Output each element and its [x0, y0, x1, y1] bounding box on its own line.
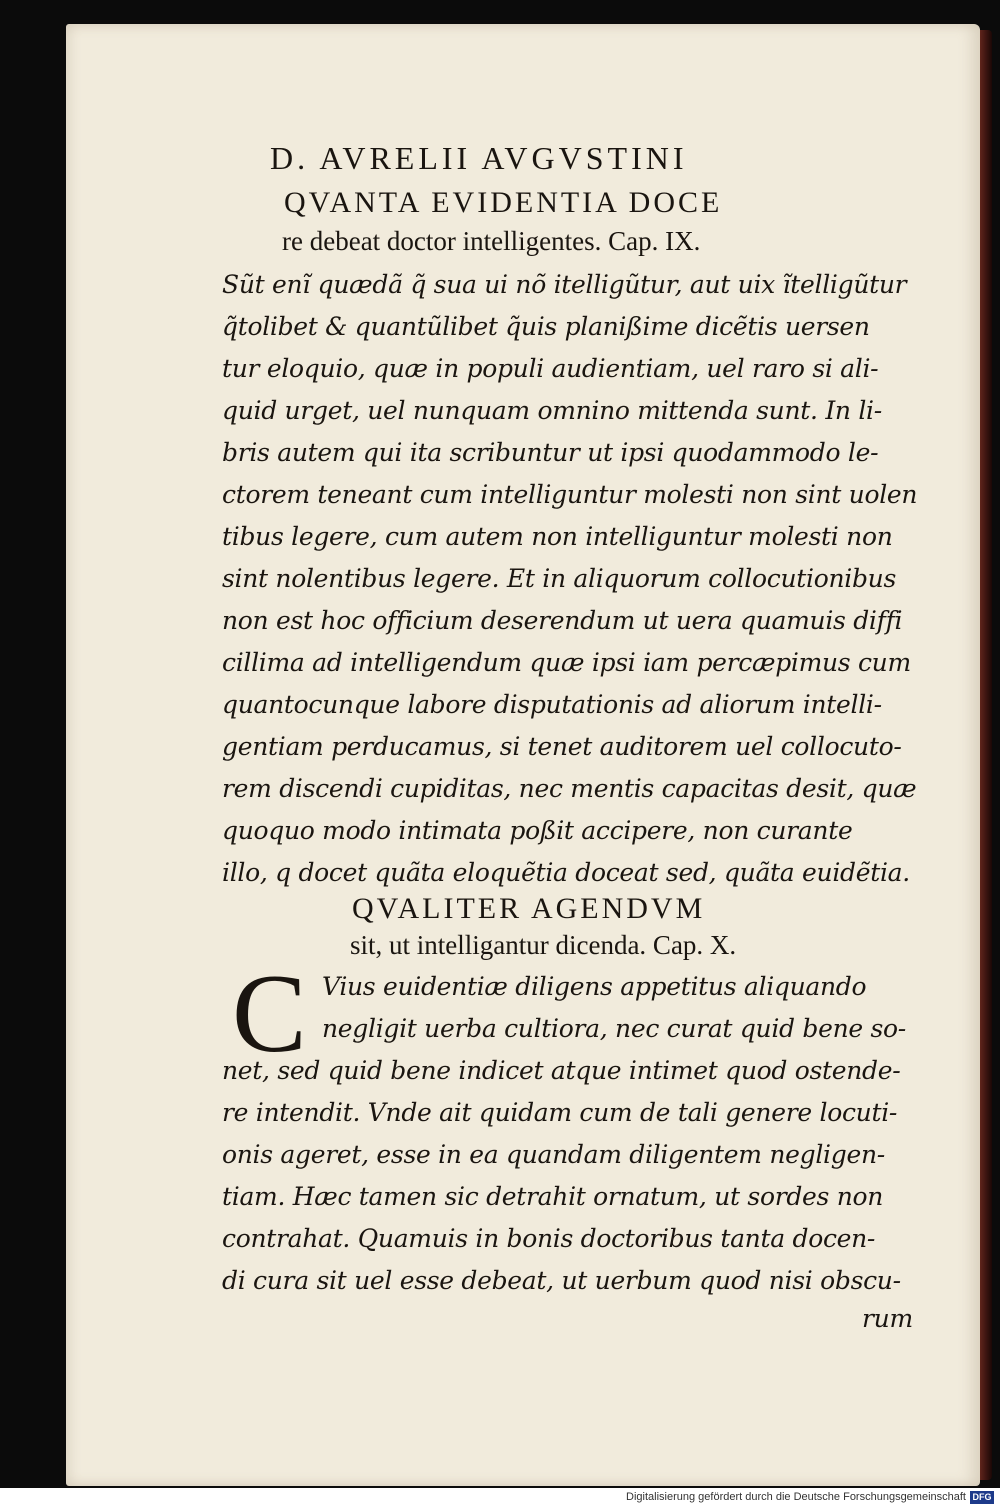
catchword: rum [862, 1304, 913, 1333]
chapter-10-title: QVALITER AGENDVM [352, 892, 706, 925]
book-edge [978, 30, 992, 1480]
text-line: bris autem qui ita scribuntur ut ipsi quodammodo le- [222, 438, 879, 467]
text-line: negligit uerba cultiora, nec curat quid bene so- [322, 1014, 906, 1043]
footer-bar [0, 1488, 1000, 1508]
text-line: illo, q docet quãta eloquẽtia doceat sed, quãta euidẽtia. [222, 858, 910, 887]
text-line: tiam. Hæc tamen sic detrahit ornatum, ut sordes non [222, 1182, 884, 1211]
text-line: tibus legere, cum autem non intelliguntur molesti non [222, 522, 893, 551]
text-line: Sũt enĩ quædã q̃ sua ui nõ itelligũtur, aut uix ĩtelligũtur [222, 270, 907, 299]
running-head: D. AVRELII AVGVSTINI [270, 140, 688, 176]
chapter-9-subtitle: re debeat doctor intelligentes. Cap. IX. [282, 226, 701, 256]
text-line: non est hoc officium deserendum ut uera quamuis diffi [222, 606, 903, 635]
text-line: gentiam perducamus, si tenet auditorem uel collocuto- [222, 732, 902, 761]
text-line: onis ageret, esse in ea quandam diligentem negligen- [222, 1140, 885, 1169]
text-line: cillima ad intelligendum quæ ipsi iam percæpimus cum [222, 648, 911, 677]
text-line: sint nolentibus legere. Et in aliquorum collocutionibus [222, 564, 896, 593]
text-line: re intendit. Vnde ait quidam cum de tali genere locuti- [222, 1098, 898, 1127]
drop-capital: C [232, 952, 307, 1076]
text-line: ctorem teneant cum intelliguntur molesti non sint uolen [222, 480, 918, 509]
text-line: quantocunque labore disputationis ad aliorum intelli- [222, 690, 882, 719]
text-line: q̃tolibet & quantũlibet q̃uis planißime dicẽtis uersen [222, 312, 870, 341]
text-line: quid urget, uel nunquam omnino mittenda sunt. In li- [222, 396, 882, 425]
dfg-logo: DFG [970, 1491, 994, 1504]
text-line: di cura sit uel esse debeat, ut uerbum quod nisi obscu- [222, 1266, 901, 1295]
text-line: Vius euidentiæ diligens appetitus aliquando [322, 972, 867, 1001]
footer-credit: Digitalisierung gefördert durch die Deutsche Forschungsgemeinschaft [626, 1491, 966, 1503]
text-line: quoquo modo intimata poßit accipere, non curante [222, 816, 853, 845]
chapter-10-subtitle: sit, ut intelligantur dicenda. Cap. X. [350, 930, 737, 960]
text-line: rem discendi cupiditas, nec mentis capacitas desit, quæ [222, 774, 917, 803]
text-line: tur eloquio, quæ in populi audientiam, uel raro si ali- [222, 354, 879, 383]
text-line: contrahat. Quamuis in bonis doctoribus tanta docen- [222, 1224, 876, 1253]
text-line: net, sed quid bene indicet atque intimet quod ostende- [222, 1056, 901, 1085]
chapter-9-title: QVANTA EVIDENTIA DOCE [284, 186, 723, 219]
